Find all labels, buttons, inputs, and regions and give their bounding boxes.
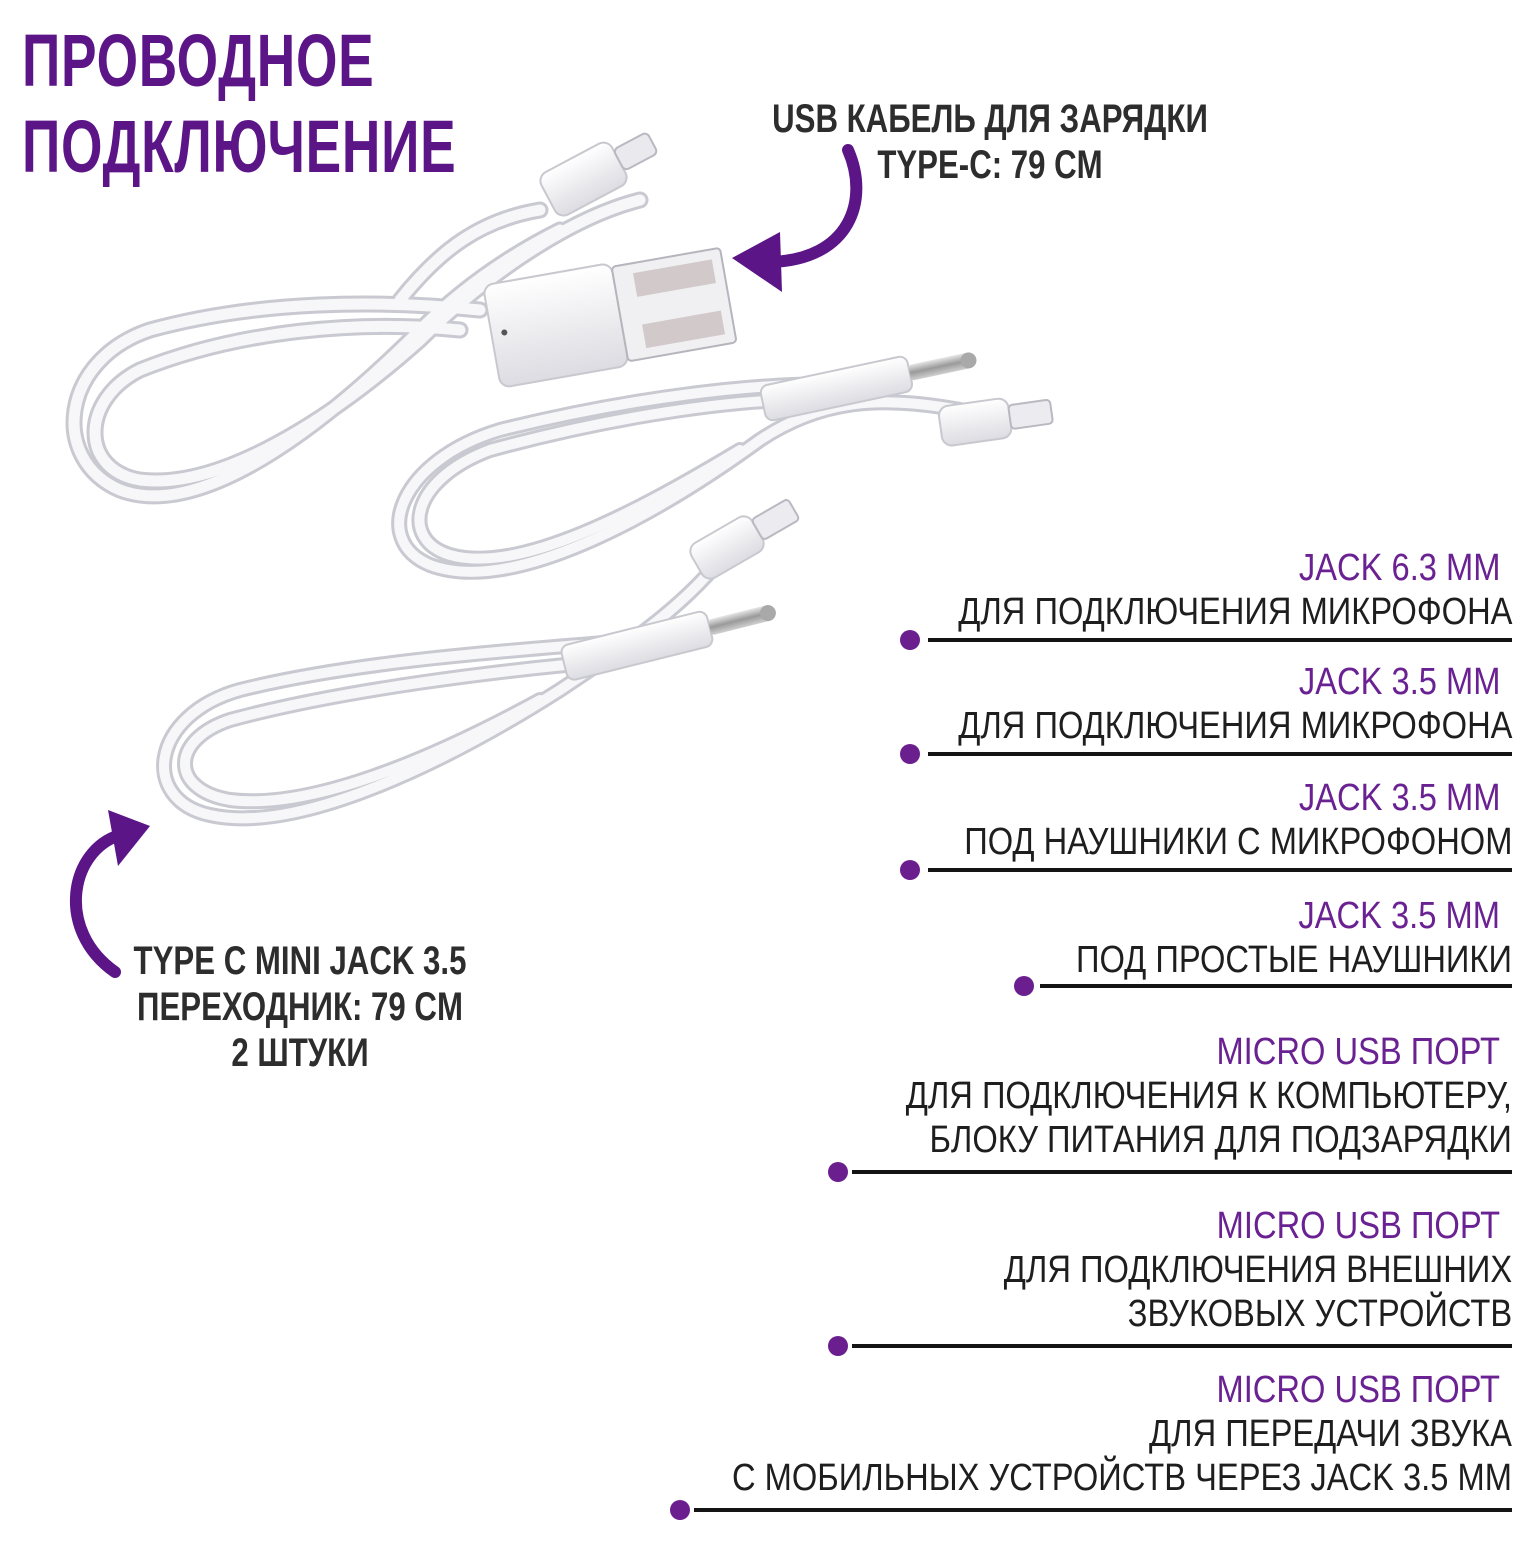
spec-item-micro-usb-external (921, 1204, 1512, 1336)
spec-head: MICRO USB ПОРТ (1216, 1031, 1500, 1073)
spec-head: MICRO USB ПОРТ (1216, 1369, 1500, 1411)
spec-divider (1040, 984, 1512, 988)
spec-desc: БЛОКУ ПИТАНИЯ ДЛЯ ПОДЗАРЯДКИ (929, 1119, 1512, 1161)
bullet-dot-icon (670, 1500, 690, 1520)
spec-desc: ДЛЯ ПЕРЕДАЧИ ЗВУКА (1149, 1413, 1512, 1455)
spec-item-jack-3-5-mic (868, 660, 1512, 748)
usb-cable-callout (748, 96, 1232, 188)
spec-divider (852, 1170, 1512, 1174)
spec-desc: ПОД ПРОСТЫЕ НАУШНИКИ (1076, 939, 1512, 981)
spec-desc: ДЛЯ ПОДКЛЮЧЕНИЯ К КОМПЬЮТЕРУ, (905, 1075, 1512, 1117)
title-line-2: ПОДКЛЮЧЕНИЕ (22, 105, 457, 188)
bullet-dot-icon (828, 1162, 848, 1182)
spec-divider (928, 752, 1512, 756)
spec-item-jack-3-5-headphones (1005, 894, 1512, 982)
spec-item-jack-6-3 (868, 546, 1512, 634)
spec-divider (694, 1508, 1512, 1512)
spec-head: JACK 3.5 MM (1298, 777, 1500, 819)
spec-desc: С МОБИЛЬНЫХ УСТРОЙСТВ ЧЕРЕЗ JACK 3.5 MM (732, 1457, 1512, 1499)
spec-divider (928, 868, 1512, 872)
spec-divider (852, 1344, 1512, 1348)
title-line-1: ПРОВОДНОЕ (22, 19, 375, 102)
spec-item-jack-3-5-headset (875, 776, 1512, 864)
spec-head: JACK 3.5 MM (1298, 661, 1500, 703)
spec-item-micro-usb-mobile (605, 1368, 1512, 1500)
spec-desc: ПОД НАУШНИКИ С МИКРОФОНОМ (963, 821, 1512, 863)
typec-cable-callout (113, 938, 487, 1076)
spec-item-micro-usb-pc (807, 1030, 1512, 1162)
spec-head: JACK 6.3 MM (1298, 547, 1500, 589)
usb-callout-line-1: USB КАБЕЛЬ ДЛЯ ЗАРЯДКИ (772, 97, 1208, 141)
typec-callout-line-3: 2 ШТУКИ (231, 1031, 369, 1075)
spec-divider (928, 638, 1512, 642)
spec-head: JACK 3.5 MM (1298, 895, 1500, 937)
typec-callout-line-2: ПЕРЕХОДНИК: 79 CM (137, 985, 463, 1029)
bullet-dot-icon (900, 630, 920, 650)
spec-head: MICRO USB ПОРТ (1216, 1205, 1500, 1247)
spec-desc: ДЛЯ ПОДКЛЮЧЕНИЯ МИКРОФОНА (957, 705, 1512, 747)
page-title (22, 18, 456, 190)
spec-desc: ДЛЯ ПОДКЛЮЧЕНИЯ ВНЕШНИХ (1003, 1249, 1512, 1291)
spec-desc: ДЛЯ ПОДКЛЮЧЕНИЯ МИКРОФОНА (957, 591, 1512, 633)
spec-desc: ЗВУКОВЫХ УСТРОЙСТВ (1127, 1293, 1512, 1335)
bullet-dot-icon (900, 860, 920, 880)
typec-callout-line-1: TYPE C MINI JACK 3.5 (133, 939, 467, 983)
bullet-dot-icon (828, 1336, 848, 1356)
bullet-dot-icon (900, 744, 920, 764)
usb-callout-line-2: TYPE-C: 79 CM (877, 143, 1103, 187)
bullet-dot-icon (1014, 976, 1034, 996)
